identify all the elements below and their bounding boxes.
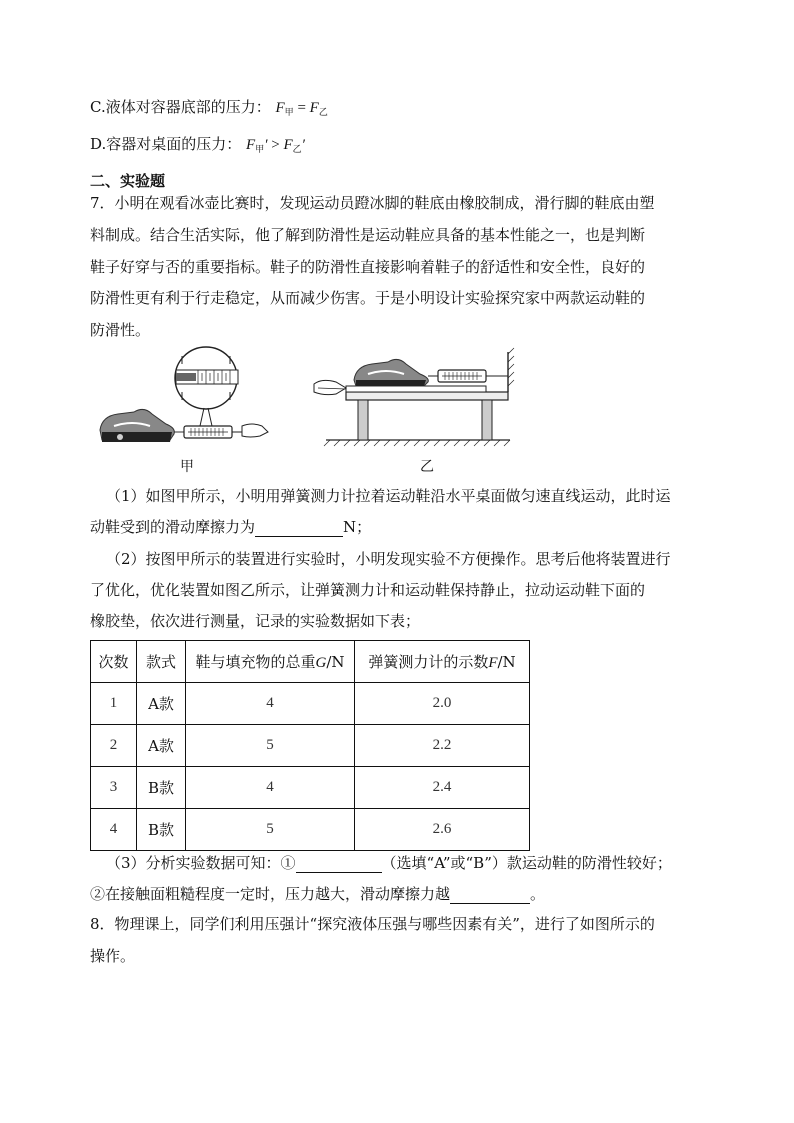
q7-stem-line: 防滑性。 xyxy=(90,321,151,339)
table-row xyxy=(91,809,530,851)
cell-weight: 4 xyxy=(186,767,355,809)
cell-trial: 1 xyxy=(91,683,137,725)
spring-scale-icon xyxy=(428,370,508,382)
cell-model: B款 xyxy=(137,809,186,851)
cell-trial: 2 xyxy=(91,725,137,767)
q7-stem-line: 防滑性更有利于行走稳定，从而减少伤害。于是小明设计实验探究家中两款运动鞋的 xyxy=(90,289,646,307)
answer-blank[interactable] xyxy=(296,856,382,873)
cell-model: A款 xyxy=(137,725,186,767)
q7-part3-line1: （3）分析实验数据可知：① （选填“A”或“B”）款运动鞋的防滑性较好； xyxy=(106,854,672,872)
option-c-text: C.液体对容器底部的压力： xyxy=(90,98,271,116)
q7-part3-line2: ②在接触面粗糙程度一定时，压力越大，滑动摩擦力越 。 xyxy=(90,885,546,903)
option-d-text: D.容器对桌面的压力： xyxy=(90,135,242,153)
header-force: 弹簧测力计的示数F/N xyxy=(355,641,530,683)
cell-trial: 3 xyxy=(91,767,137,809)
answer-blank[interactable] xyxy=(450,887,530,904)
q7-stem-line: 料制成。结合生活实际，他了解到防滑性是运动鞋应具备的基本性能之一，也是判断 xyxy=(90,226,646,244)
q7-stem-line: 7．小明在观看冰壶比赛时，发现运动员蹬冰脚的鞋底由橡胶制成，滑行脚的鞋底由塑 xyxy=(90,194,655,212)
hand-icon xyxy=(242,424,268,437)
cell-model: B款 xyxy=(137,767,186,809)
cell-weight: 5 xyxy=(186,725,355,767)
q7-part2-line: （2）按图甲所示的装置进行实验时，小明发现实验不方便操作。思考后他将装置进行 xyxy=(106,550,671,568)
experiment-figure xyxy=(96,346,516,476)
answer-blank[interactable] xyxy=(255,520,343,537)
section-heading: 二、实验题 xyxy=(90,172,166,190)
hand-icon xyxy=(314,380,346,394)
shoe-icon xyxy=(100,409,174,442)
figure-label-yi: 乙 xyxy=(420,459,434,475)
q7-part1-line2: 动鞋受到的滑动摩擦力为 N； xyxy=(90,518,372,536)
cell-model: A款 xyxy=(137,683,186,725)
table-row xyxy=(91,683,530,725)
option-c xyxy=(90,97,328,122)
q7-part1-line1: （1）如图甲所示，小明用弹簧测力计拉着运动鞋沿水平桌面做匀速直线运动，此时运 xyxy=(106,487,671,505)
cell-weight: 5 xyxy=(186,809,355,851)
magnifier-icon xyxy=(175,347,238,426)
table-apparatus xyxy=(324,348,514,446)
cell-force: 2.6 xyxy=(355,809,530,851)
q8-line: 操作。 xyxy=(90,947,136,965)
cell-force: 2.0 xyxy=(355,683,530,725)
option-d-formula: $F_甲' > F_乙'$ xyxy=(246,137,305,154)
cell-weight: 4 xyxy=(186,683,355,725)
header-weight: 鞋与填充物的总重G/N xyxy=(186,641,355,683)
table-row xyxy=(91,767,530,809)
option-d xyxy=(90,134,305,159)
cell-trial: 4 xyxy=(91,809,137,851)
header-model: 款式 xyxy=(137,641,186,683)
experiment-illustration xyxy=(96,346,516,476)
q7-part2-line: 橡胶垫，依次进行测量，记录的实验数据如下表； xyxy=(90,612,421,630)
table-header-row xyxy=(91,641,530,683)
cell-force: 2.2 xyxy=(355,725,530,767)
table-row xyxy=(91,725,530,767)
q8-line: 8．物理课上，同学们利用压强计“探究液体压强与哪些因素有关”，进行了如图所示的 xyxy=(90,915,655,933)
q7-stem-line: 鞋子好穿与否的重要指标。鞋子的防滑性直接影响着鞋子的舒适性和安全性，良好的 xyxy=(90,258,646,276)
figure-label-jia: 甲 xyxy=(180,459,194,475)
shoe-icon xyxy=(354,359,428,386)
data-table xyxy=(90,640,530,851)
q7-part2-line: 了优化，优化装置如图乙所示，让弹簧测力计和运动鞋保持静止，拉动运动鞋下面的 xyxy=(90,581,646,599)
header-trial: 次数 xyxy=(91,641,137,683)
spring-scale-icon xyxy=(184,426,242,438)
cell-force: 2.4 xyxy=(355,767,530,809)
option-c-formula: $F_甲 = F_乙$ xyxy=(275,100,328,117)
